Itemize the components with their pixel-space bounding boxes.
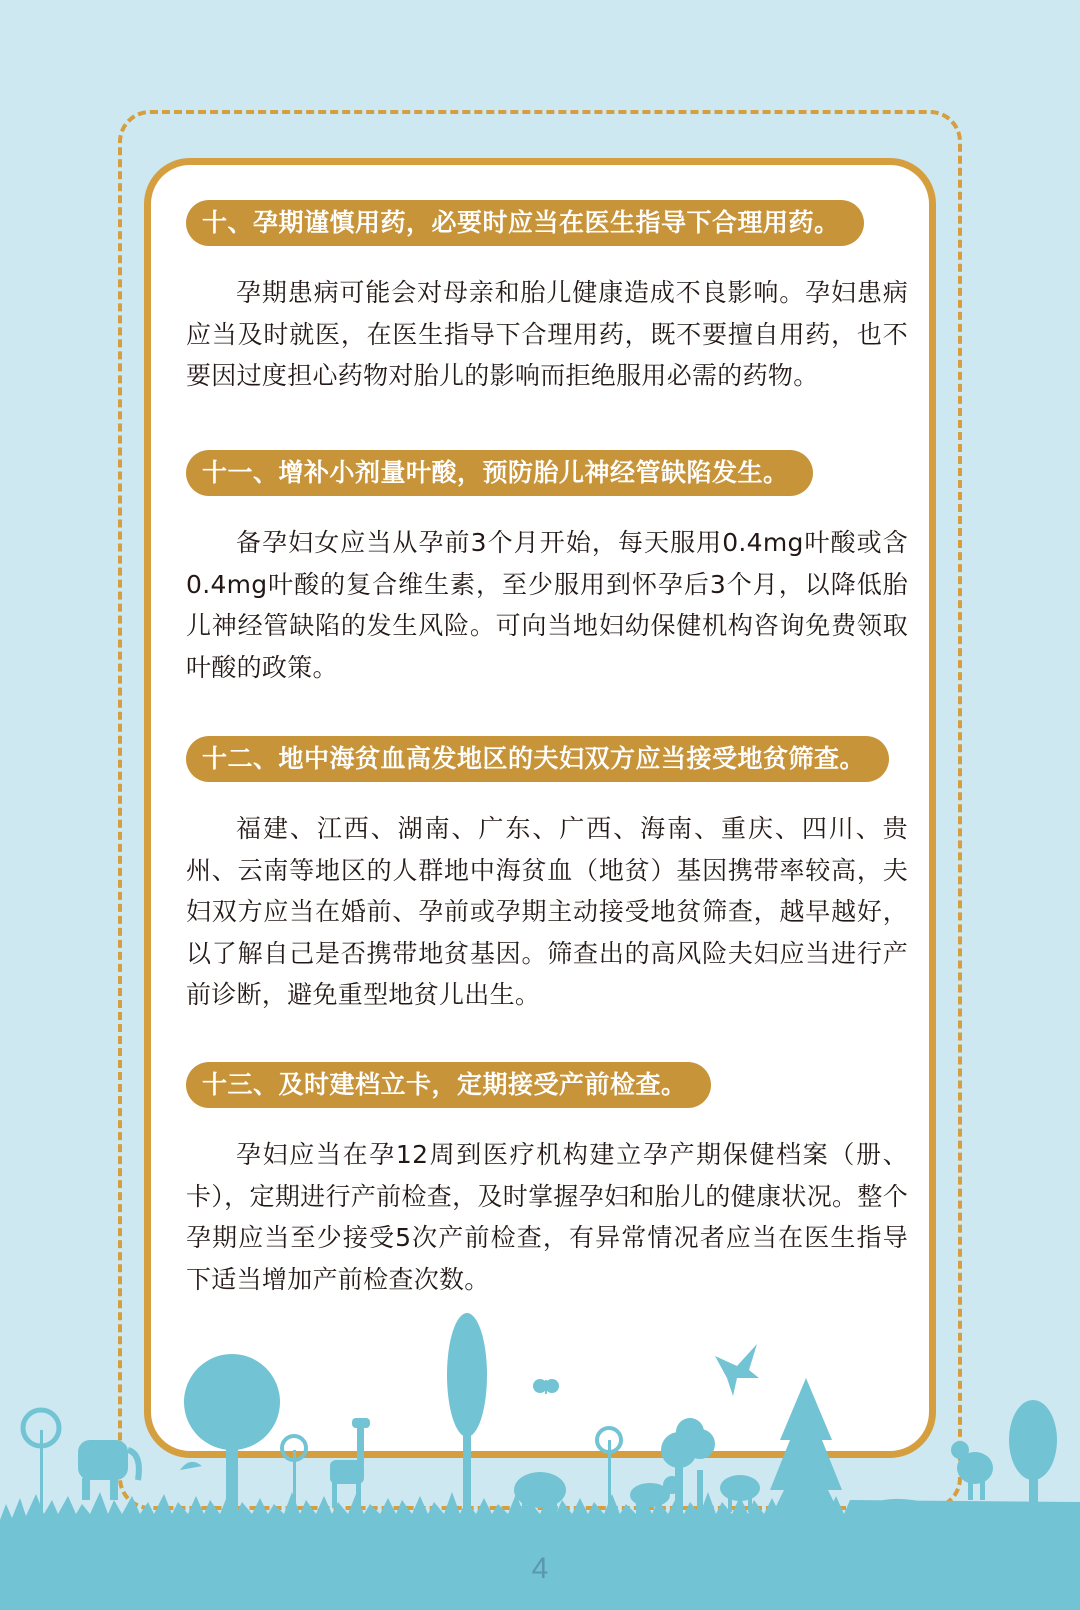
small-bird-icon xyxy=(180,1462,202,1470)
section-heading: 十二、地中海贫血高发地区的夫妇双方应当接受地贫筛查。 xyxy=(186,736,889,782)
grass-ground xyxy=(0,1492,1080,1610)
section-12 xyxy=(186,736,906,1016)
section-heading: 十一、增补小剂量叶酸，预防胎儿神经管缺陷发生。 xyxy=(186,450,813,496)
section-paragraph: 孕期患病可能会对母亲和胎儿健康造成不良影响。孕妇患病应当及时就医，在医生指导下合理用药，既不要擅自用药，也不要因过度担心药物对胎儿的影响而拒绝服用必需的药物。 xyxy=(186,278,908,390)
section-paragraph: 孕妇应当在孕12周到医疗机构建立孕产期保健档案（册、卡），定期进行产前检查，及时掌握孕妇和胎儿的健康状况。整个孕期应当至少接受5次产前检查，有异常情况者应当在医生指导下适当增加产前检查次数。 xyxy=(186,1140,908,1294)
bird-icon xyxy=(715,1344,759,1396)
section-paragraph: 福建、江西、湖南、广东、广西、海南、重庆、四川、贵州、云南等地区的人群地中海贫血（地贫）基因携带率较高，夫妇双方应当在婚前、孕前或孕期主动接受地贫筛查，越早越好，以了解自己是否携带地贫基因。筛查出的高风险夫妇应当进行产前诊断，避免重型地贫儿出生。 xyxy=(186,814,908,1009)
butterfly-icon xyxy=(533,1379,559,1394)
elephant-icon xyxy=(78,1440,139,1500)
section-paragraph: 备孕妇女应当从孕前3个月开始，每天服用0.4mg叶酸或含0.4mg叶酸的复合维生素，至少服用到怀孕后3个月，以降低胎儿神经管缺陷的发生风险。可向当地妇幼保健机构咨询免费领取叶酸的政策。 xyxy=(186,528,908,682)
section-13 xyxy=(186,1062,906,1300)
section-heading: 十、孕期谨慎用药，必要时应当在医生指导下合理用药。 xyxy=(186,200,864,246)
section-11 xyxy=(186,450,906,688)
section-heading: 十三、及时建档立卡，定期接受产前检查。 xyxy=(186,1062,711,1108)
page-number: 4 xyxy=(531,1552,549,1585)
dinosaur-icon xyxy=(951,1441,993,1500)
section-10 xyxy=(186,200,906,397)
giraffe-icon xyxy=(330,1418,370,1508)
